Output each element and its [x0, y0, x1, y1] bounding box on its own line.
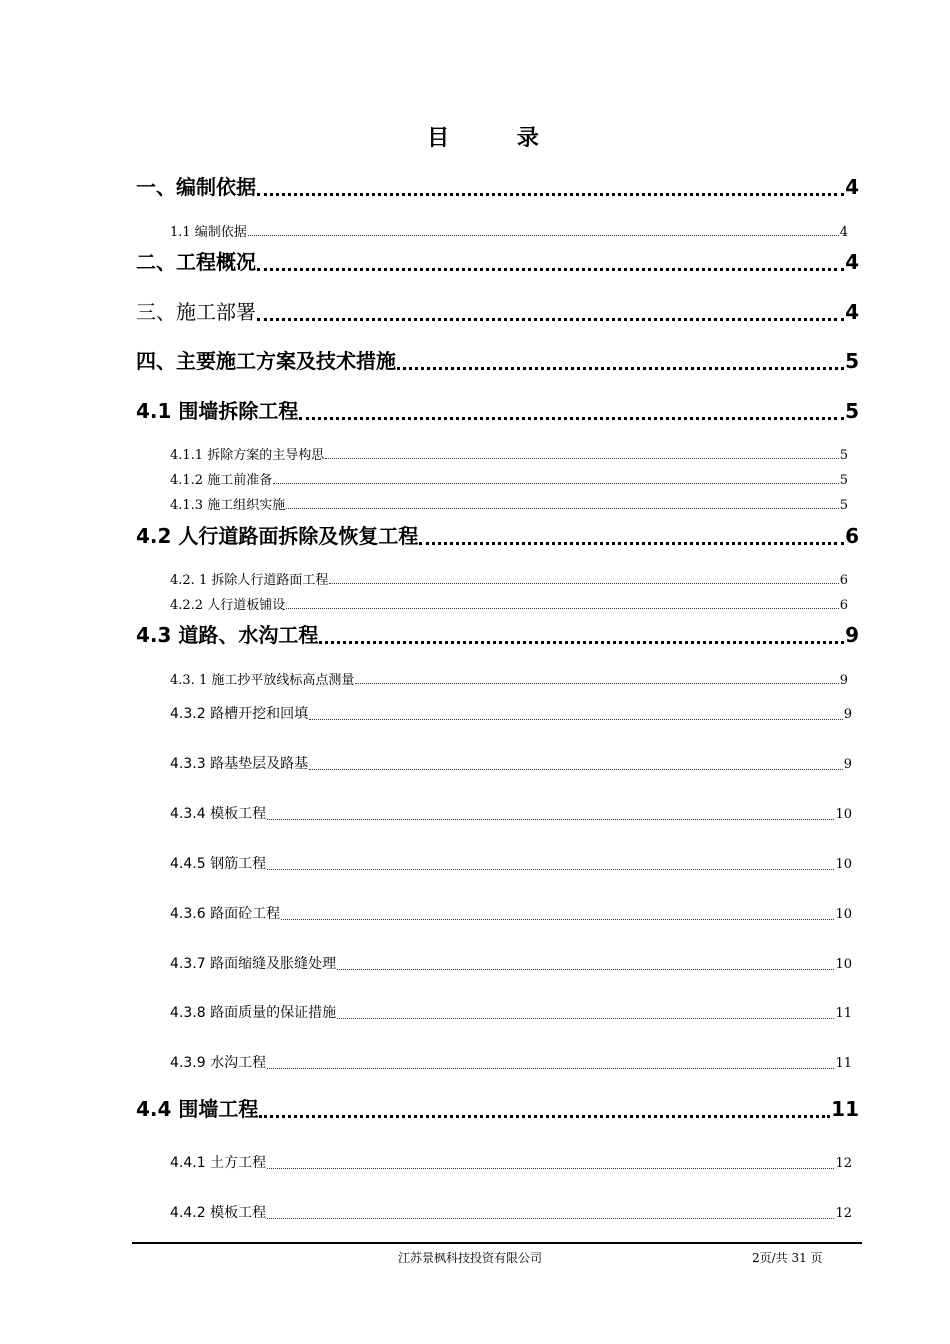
toc-entry[interactable]: [136, 345, 859, 375]
toc-entry-label: 4.3.4 模板工程: [170, 806, 267, 822]
toc-leader-dots: [309, 719, 843, 720]
toc-entry-page: 5: [839, 448, 848, 463]
toc-entry[interactable]: [170, 444, 848, 462]
toc-entry[interactable]: [170, 494, 848, 512]
toc-entry[interactable]: [170, 853, 852, 873]
toc-entry[interactable]: [170, 569, 848, 587]
toc-entry-label: 4.3.9 水沟工程: [170, 1055, 267, 1071]
footer-divider: [132, 1242, 862, 1244]
toc-entry[interactable]: [170, 903, 852, 923]
toc-leader-dots: [257, 318, 844, 321]
toc-entry-label: 四、主要施工方案及技术措施: [136, 349, 396, 373]
toc-leader-dots: [267, 1168, 834, 1169]
toc-leader-dots: [248, 235, 839, 236]
toc-entry-label: 4.3.2 路槽开挖和回填: [170, 706, 309, 722]
toc-entry[interactable]: [170, 953, 852, 973]
toc-entry-page: 11: [831, 1097, 859, 1121]
toc-entry-page: 6: [845, 524, 859, 548]
toc-entry-page: 10: [835, 907, 852, 922]
toc-entry[interactable]: [136, 1093, 859, 1123]
toc-entry[interactable]: [136, 296, 859, 326]
toc-entry-label: 4.1.2 施工前准备: [170, 473, 273, 488]
toc-leader-dots: [355, 683, 838, 684]
toc-entry-label: 4.4.1 土方工程: [170, 1155, 267, 1171]
toc-entry[interactable]: [170, 221, 848, 239]
toc-entry-label: 4.3.8 路面质量的保证措施: [170, 1005, 337, 1021]
toc-entry-label: 4.3.7 路面缩缝及胀缝处理: [170, 956, 337, 972]
toc-entry-page: 12: [835, 1206, 852, 1221]
toc-leader-dots: [286, 508, 839, 509]
toc-leader-dots: [299, 417, 844, 420]
toc-entry-label: 4.4.2 模板工程: [170, 1205, 267, 1221]
toc-entry-page: 9: [843, 707, 852, 722]
toc-entry-label: 4.2.2 人行道板铺设: [170, 598, 286, 613]
toc-entry-label: 1.1 编制依据: [170, 225, 247, 240]
footer-page-info: 2页/共 31 页: [752, 1251, 823, 1265]
toc-leader-dots: [397, 367, 844, 370]
toc-leader-dots: [267, 1218, 834, 1219]
toc-entry-label: 4.4.5 钢筋工程: [170, 856, 267, 872]
toc-entry-label: 4.3.6 路面砼工程: [170, 906, 281, 922]
toc-entry[interactable]: [170, 803, 852, 823]
toc-leader-dots: [267, 1068, 834, 1069]
toc-entry-label: 4.4 围墙工程: [136, 1097, 259, 1121]
toc-entry[interactable]: [136, 246, 859, 276]
toc-leader-dots: [337, 969, 834, 970]
toc-leader-dots: [267, 819, 834, 820]
toc-leader-dots: [329, 583, 838, 584]
footer-company: 江苏景枫科技投资有限公司: [398, 1251, 543, 1265]
toc-leader-dots: [259, 1115, 830, 1118]
toc-entry-page: 11: [835, 1056, 852, 1071]
toc-entry-label: 4.1.1 拆除方案的主导构思: [170, 448, 325, 463]
toc-entry-page: 4: [845, 300, 859, 324]
toc-leader-dots: [257, 268, 844, 271]
toc-entry-page: 6: [839, 598, 848, 613]
toc-entry[interactable]: [170, 1202, 852, 1222]
toc-entry-label: 4.3. 1 施工抄平放线标高点测量: [170, 673, 355, 688]
toc-entry-page: 5: [845, 399, 859, 423]
toc-entry-page: 9: [839, 673, 848, 688]
toc-entry[interactable]: [136, 171, 859, 201]
toc-entry-label: 4.2 人行道路面拆除及恢复工程: [136, 524, 419, 548]
toc-entry-page: 10: [835, 807, 852, 822]
toc-entry[interactable]: [136, 619, 859, 649]
toc-entry-label: 二、工程概况: [136, 250, 256, 274]
toc-entry-page: 4: [845, 250, 859, 274]
toc-entry-page: 4: [845, 175, 859, 199]
toc-entry-page: 4: [839, 225, 848, 240]
toc-entry-page: 9: [845, 623, 859, 647]
toc-entry[interactable]: [170, 1052, 852, 1072]
toc-entry-page: 10: [835, 857, 852, 872]
toc-entry-label: 4.3 道路、水沟工程: [136, 623, 319, 647]
toc-entry-label: 4.1 围墙拆除工程: [136, 399, 299, 423]
toc-leader-dots: [325, 458, 839, 459]
toc-entry-page: 10: [835, 957, 852, 972]
toc-leader-dots: [337, 1018, 834, 1019]
toc-entry-label: 三、施工部署: [136, 300, 256, 324]
toc-leader-dots: [281, 919, 834, 920]
toc-entry-label: 4.1.3 施工组织实施: [170, 498, 286, 513]
toc-title: 目 录: [427, 126, 569, 151]
toc-entry-page: 6: [839, 573, 848, 588]
toc-leader-dots: [273, 483, 839, 484]
toc-entry-page: 5: [839, 473, 848, 488]
toc-leader-dots: [267, 869, 834, 870]
toc-entry-label: 4.2. 1 拆除人行道路面工程: [170, 573, 329, 588]
toc-leader-dots: [309, 769, 843, 770]
toc-entry-page: 5: [845, 349, 859, 373]
toc-entry[interactable]: [170, 753, 852, 773]
toc-entry-page: 11: [835, 1006, 852, 1021]
toc-entry[interactable]: [170, 1152, 852, 1172]
toc-leader-dots: [419, 542, 844, 545]
toc-entry[interactable]: [170, 703, 852, 723]
toc-leader-dots: [286, 608, 839, 609]
toc-entry-label: 一、编制依据: [136, 175, 256, 199]
toc-entry[interactable]: [170, 469, 848, 487]
toc-entry[interactable]: [170, 669, 848, 687]
toc-leader-dots: [319, 641, 844, 644]
toc-entry-page: 12: [835, 1156, 852, 1171]
toc-entry[interactable]: [170, 594, 848, 612]
toc-entry[interactable]: [136, 520, 859, 550]
toc-entry-page: 9: [843, 757, 852, 772]
toc-entry[interactable]: [136, 395, 859, 425]
toc-entry-page: 5: [839, 498, 848, 513]
toc-leader-dots: [257, 193, 844, 196]
toc-entry[interactable]: [170, 1002, 852, 1022]
toc-entry-label: 4.3.3 路基垫层及路基: [170, 756, 309, 772]
